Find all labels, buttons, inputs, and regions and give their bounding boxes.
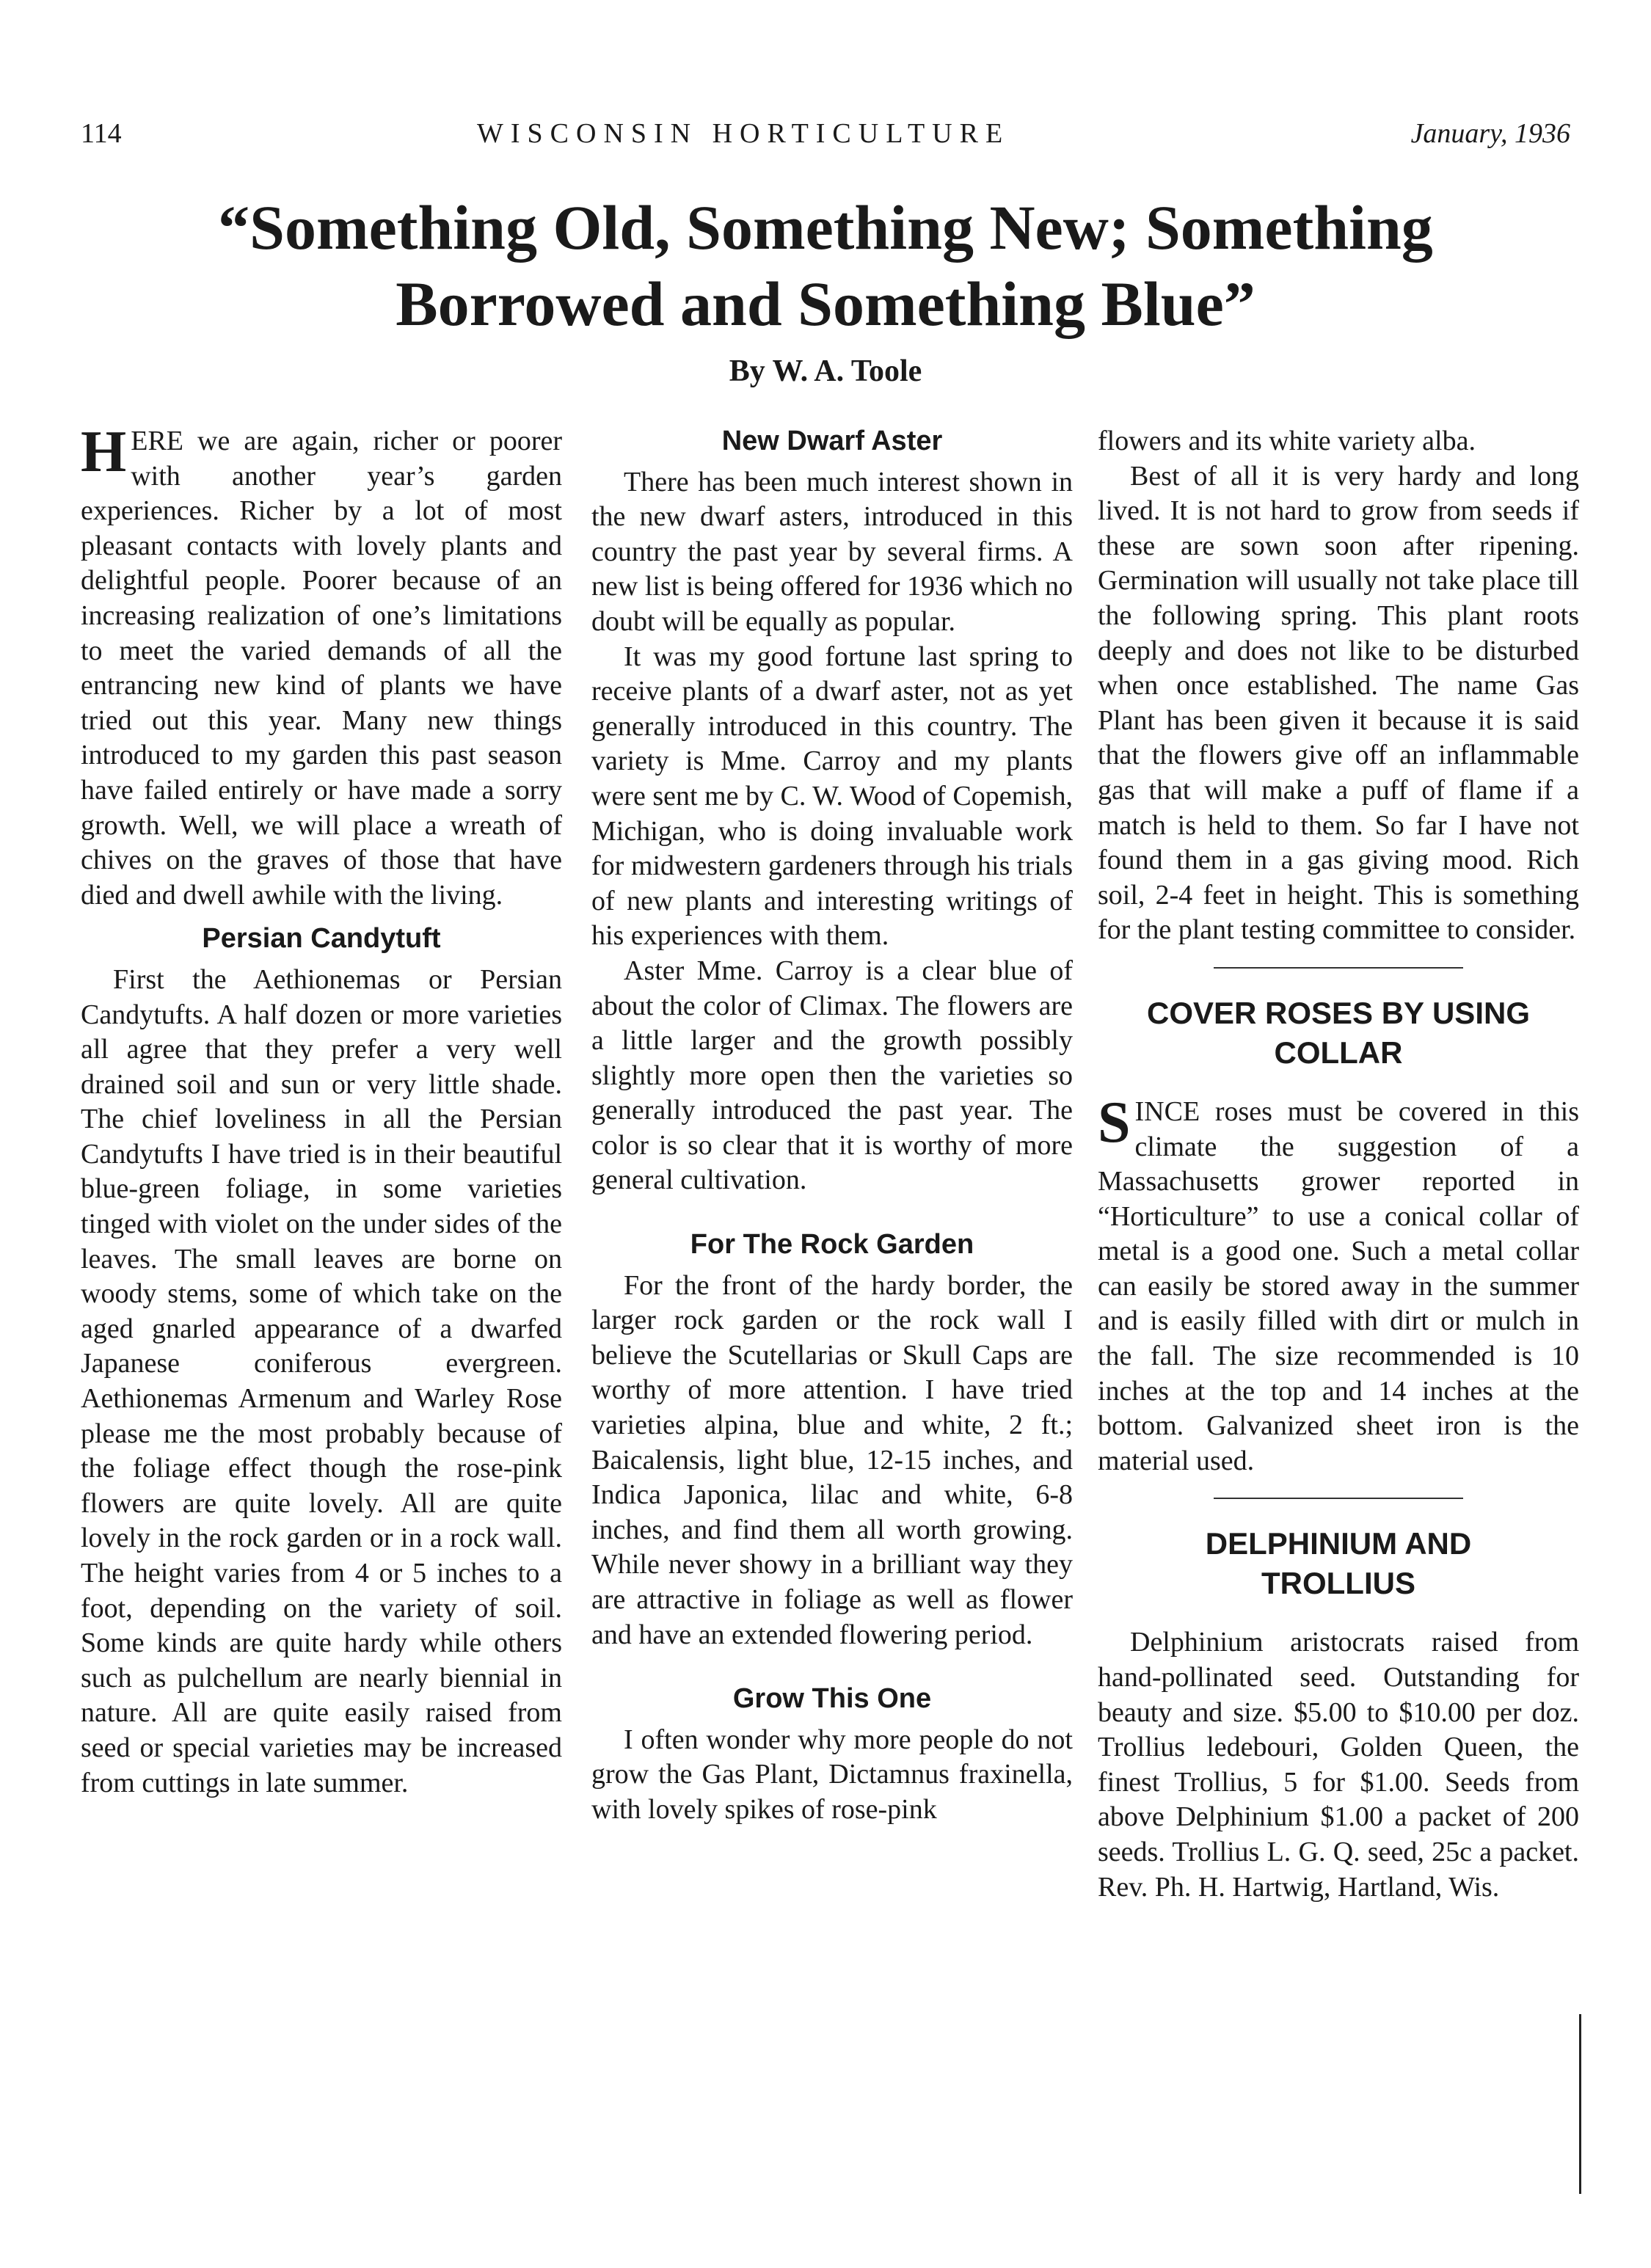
- roses-paragraph: [1098, 1090, 1579, 1479]
- section-grow-this-one-text: I often wonder why more people do not grow the Gas Plant, Dictamnus fraxinella, with lovely spikes of rose-pink: [591, 1724, 1073, 1825]
- roses-heading: [1098, 993, 1579, 1073]
- intro-text: ERE we are again, richer or poorer with another year’s garden experiences. Richer by a lot of most pleasant contacts with lovely plants and delightful people. Poorer because of an increasing realization of one’s limitations to meet the varied demands of all the entrancing new kind of plants we have tried out this year. Many new things introduced to my garden this past season have failed entirely or have made a sorry growth. Well, we will place a wreath of chives on the graves of those that have died and dwell awhile with the living.: [81, 426, 562, 911]
- intro-paragraph: [81, 420, 562, 913]
- issue-date: January, 1936: [1410, 118, 1570, 149]
- advert-heading-line2: TROLLIUS: [1261, 1566, 1415, 1601]
- roses-heading-line1: COVER ROSES BY USING: [1146, 995, 1530, 1030]
- article-title: [73, 189, 1578, 342]
- column-2: [591, 424, 1073, 1828]
- section-heading-new-dwarf-aster: New Dwarf Aster: [721, 426, 943, 456]
- column-1: [81, 420, 562, 1801]
- roses-dropcap: S: [1098, 1090, 1131, 1155]
- section-heading-persian-candytuft: Persian Candytuft: [202, 923, 441, 955]
- section-rock-garden-text: For the front of the hardy border, the larger rock garden or the rock wall I believe the Scutellarias or Skull Caps are worthy of more attention. I have tried varieties alpina, blue and white, 2 ft.; Baicalensis, light blue, 12-15 inches, and Indica Japonica, lilac and white, 6-8 inches, and find them all worth growing. While never showy in a brilliant way they are attractive in foliage as well as flower and have an extended flowering period.: [591, 1269, 1073, 1650]
- advert-border-line: [1579, 2014, 1581, 2194]
- running-header: [81, 117, 1570, 161]
- section-persian-candytuft-text: First the Aethionemas or Persian Candytufts. A half dozen or more varieties all agree that they prefer a very well drained soil and sun or very little shade. The chief loveliness in all the Persian Candytufts I have tried is in their beautiful blue-green foliage, in some varieties tinged with violet on the under sides of the leaves. The small leaves are borne on woody stems, some of which take on the aged gnarled appearance of a dwarfed Japanese coniferous evergreen. Aethionemas Armenum and Warley Rose please me the most probably because of the foliage effect though the rose-pink flowers are quite lovely. All are quite lovely in the rock garden or in a rock wall. The height varies from 4 or 5 inches to a foot, depending on the variety of soil. Some kinds are quite hardy while others such as pulchellum are nearly biennial in nature. All are quite easily raised from seed or special varieties may be increased from cuttings in late summer.: [81, 963, 562, 1798]
- divider-rule: [1214, 1498, 1463, 1499]
- advert-heading: [1098, 1524, 1579, 1603]
- advert-heading-line1: DELPHINIUM AND: [1205, 1526, 1472, 1561]
- gas-plant-continuation: flowers and its white variety alba.: [1098, 426, 1476, 456]
- journal-title: WISCONSIN HORTICULTURE: [477, 118, 1010, 149]
- gas-plant-paragraph-2: Best of all it is very hardy and long lived. It is not hard to grow from seeds if these are sown soon after ripening. Germination will usually not take place till the following spring. This plant roots deeply and does not like to be disturbed when once established. The name Gas Plant has been given it because it is said that the flowers give off an inflammable gas that will make a puff of flame if a match is held to them. So far I have not found them in a gas giving mood. Rich soil, 2-4 feet in height. This is something for the plant testing committee to consider.: [1098, 460, 1579, 946]
- roses-text: INCE roses must be covered in this climate the suggestion of a Massachusetts grower reported in “Horticulture” to use a conical collar of metal is a good one. Such a metal collar can easily be stored away in the summer and is easily filled with dirt or mulch in the fall. The size recommended is 10 inches at the top and 14 inches at the bottom. Galvanized sheet iron is the material used.: [1098, 1095, 1579, 1476]
- roses-heading-line2: COLLAR: [1274, 1035, 1403, 1070]
- advert-text: Delphinium aristocrats raised from hand-pollinated seed. Outstanding for beauty and size. $5.00 to $10.00 per doz. Trollius ledebouri, Golden Queen, the finest Trollius, 5 for $1.00. Seeds from above Delphinium $1.00 a packet of 200 seeds. Trollius L. G. Q. seed, 25c a packet. Rev. Ph. H. Hartwig, Hartland, Wis.: [1098, 1627, 1579, 1903]
- intro-dropcap: H: [81, 420, 127, 484]
- section-aster-paragraph-3: Aster Mme. Carroy is a clear blue of about the color of Climax. The flowers are a little larger and the growth possibly slightly more open then the varieties so generally introduced the past year. The color is so clear that it is worthy of more general cultivation.: [591, 955, 1073, 1196]
- section-heading-grow-this-one: Grow This One: [732, 1683, 932, 1715]
- section-heading-rock-garden: For The Rock Garden: [690, 1229, 974, 1261]
- page-number: 114: [81, 118, 122, 149]
- byline: By W. A. Toole: [729, 354, 922, 388]
- section-aster-paragraph-2: It was my good fortune last spring to receive plants of a dwarf aster, not as yet generally introduced in this country. The variety is Mme. Carroy and my plants were sent me by C. W. Wood of Copemish, Michigan, who is doing invaluable work for midwestern gardeners through his trials of new plants and interesting writings of his experiences with them.: [591, 641, 1073, 952]
- section-aster-paragraph-1: There has been much interest shown in the new dwarf asters, introduced in this country the past year by several firms. A new list is being offered for 1936 which no doubt will be equally as popular.: [591, 466, 1073, 637]
- column-3: [1098, 424, 1579, 1905]
- divider-rule: [1214, 967, 1463, 969]
- article-title-line2: Borrowed and Something Blue”: [396, 269, 1255, 339]
- article-title-line1: “Something Old, Something New; Something: [218, 192, 1433, 263]
